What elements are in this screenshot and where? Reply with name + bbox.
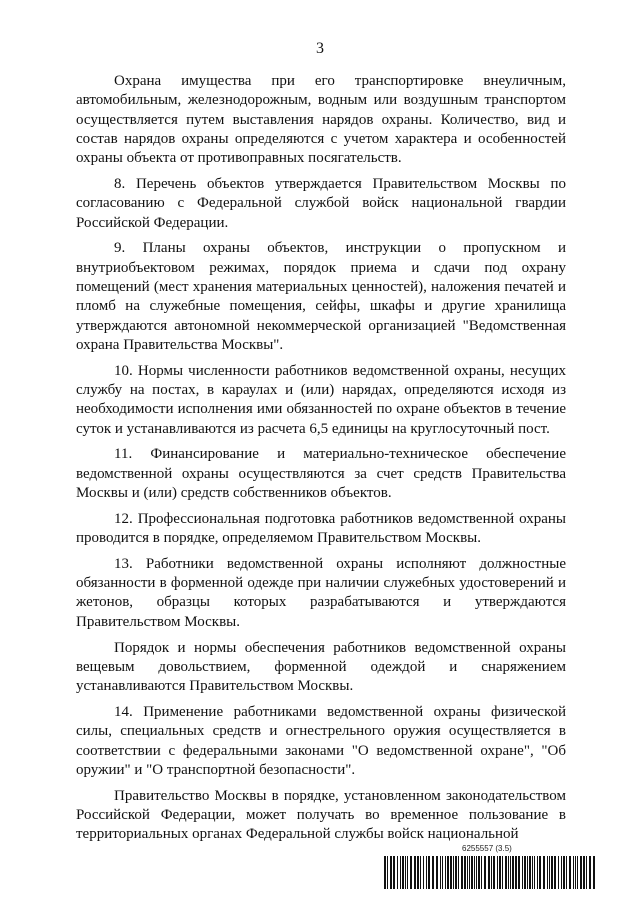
page-number: 3 [316, 40, 324, 57]
paragraph-10: 10. Нормы численности работников ведомственной охраны, несущих службу на постах, в караулах и (или) нарядах, определяются исходя из необходимости исполнения ими обязанностей по охране объектов в течение суток и устанавливаются из расчета 6,5 единицы на круглосуточный пост. [76, 362, 566, 437]
barcode-bars [384, 856, 596, 889]
paragraph-8: 8. Перечень объектов утверждается Правительством Москвы по согласованию с Федеральной службой войск национальной гвардии Российской Федерации. [76, 175, 566, 231]
barcode [384, 856, 596, 889]
paragraph-14: 14. Применение работниками ведомственной охраны физической силы, специальных средств и огнестрельного оружия осуществляется в соответствии с федеральными законами "О ведомственной охране", "Об оружии" и "О транспортной безопасности". [76, 703, 566, 778]
paragraph-temporary-use: Правительство Москвы в порядке, установленном законодательством Российской Федерации, может получать во временное пользование в территориальных органах Федеральной службы войск национальной [76, 787, 566, 843]
barcode-label: 6255557 (3.5) [462, 844, 512, 853]
paragraph-9: 9. Планы охраны объектов, инструкции о пропускном и внутриобъектовом режимах, порядок приема и сдачи под охрану помещений (мест хранения материальных ценностей), наложения печатей и пломб на служебные помещения, сейфы, шкафы и другие хранилища утверждаются автономной некоммерческой организацией "Ведомственная охрана Правительства Москвы". [76, 240, 566, 353]
document-body [76, 72, 566, 844]
paragraph-protection-transport: Охрана имущества при его транспортировке внеуличным, автомобильным, железнодорожным, водным или воздушным транспортом осуществляется путем выставления нарядов охраны. Количество, вид и состав нарядов охраны определяются с учетом характера и особенностей охраны объекта от противоправных посягательств. [76, 73, 566, 167]
paragraph-uniform-norms: Порядок и нормы обеспечения работников ведомственной охраны вещевым довольствием, форменной одеждой и снаряжением устанавливаются Правительством Москвы. [76, 639, 566, 695]
paragraph-13: 13. Работники ведомственной охраны исполняют должностные обязанности в форменной одежде при наличии служебных удостоверений и жетонов, образцы которых разрабатываются и утверждаются Правительством Москвы. [76, 555, 566, 630]
paragraph-11: 11. Финансирование и материально-техническое обеспечение ведомственной охраны осуществляются за счет средств Правительства Москвы и (или) средств собственников объектов. [76, 446, 566, 501]
paragraph-12: 12. Профессиональная подготовка работников ведомственной охраны проводится в порядке, определяемом Правительством Москвы. [76, 510, 566, 547]
